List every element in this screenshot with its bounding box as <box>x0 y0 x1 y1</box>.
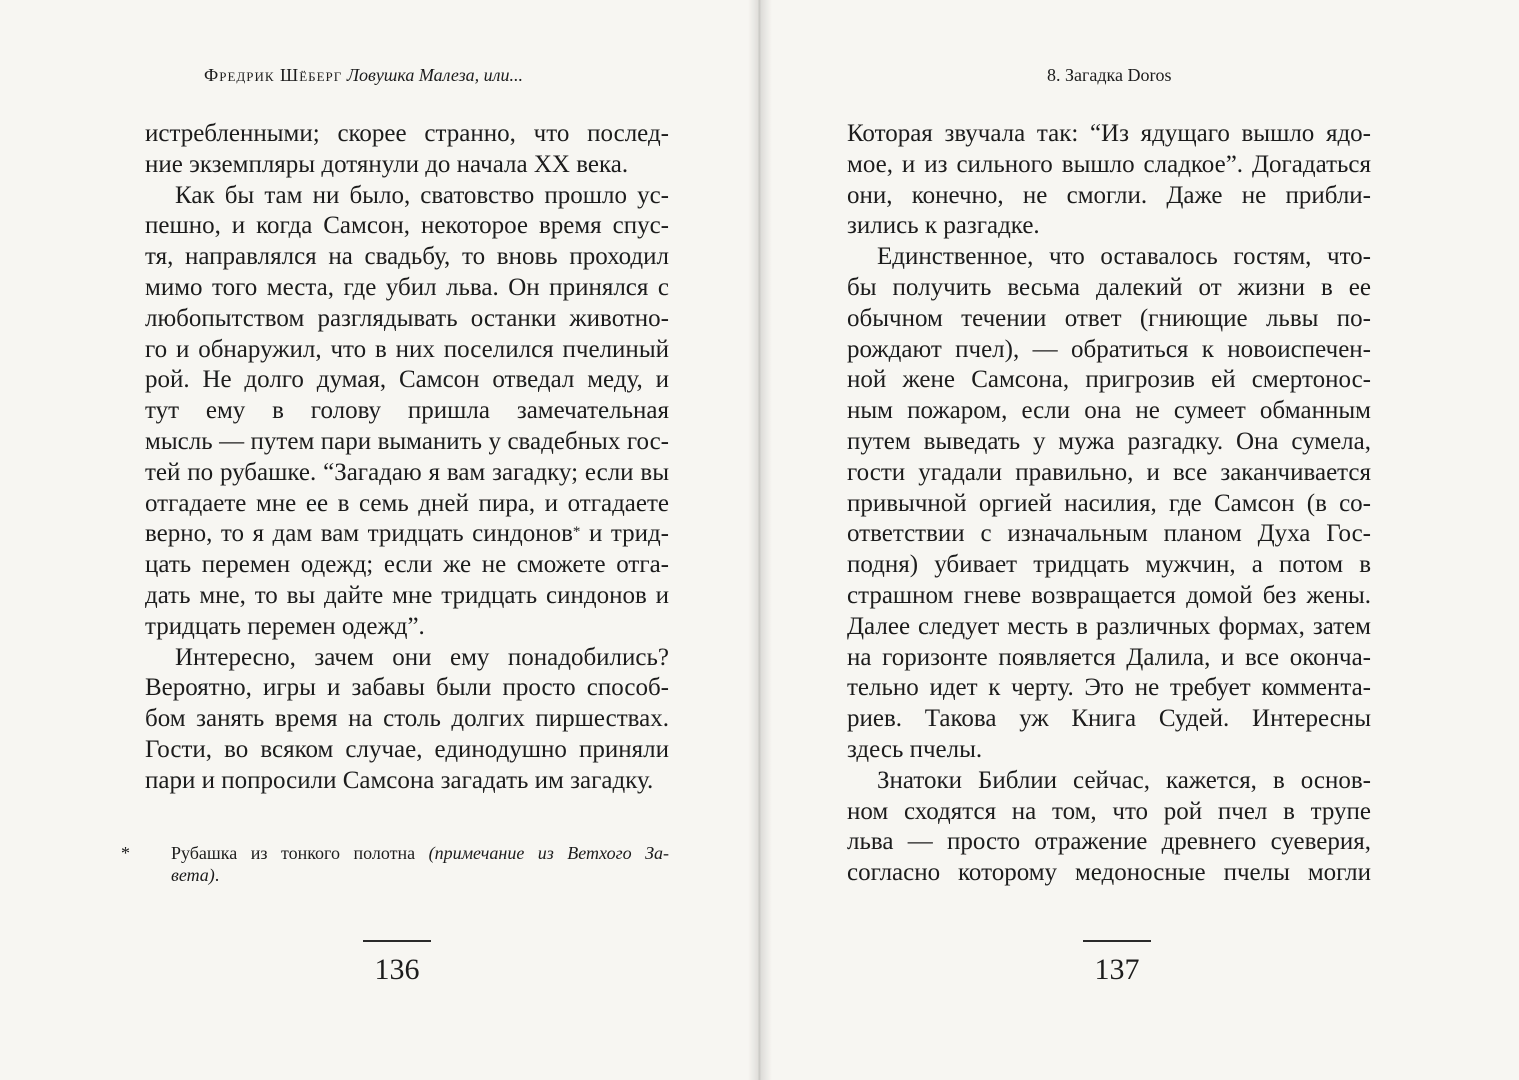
text-line: любопытством разглядывать останки животно- <box>145 304 669 332</box>
text-line: риев. Такова уж Книга Судей. Интересны <box>847 705 1371 733</box>
footnote <box>121 842 669 886</box>
text-line: зились к разгадке. <box>847 212 1040 240</box>
text-line: го и обнаружил, что в них поселился пчелиный <box>145 335 669 363</box>
text-line: Единственное, что оставалось гостям, что- <box>877 243 1371 271</box>
text-line: мысль — путем пари выманить у свадебных гос- <box>145 427 669 455</box>
text-line: здесь пчелы. <box>847 735 983 763</box>
footnote-mark: * <box>121 843 130 863</box>
text-line: привычной оргией насилия, где Самсон (в со- <box>847 489 1371 517</box>
text-line: страшном гневе возвращается домой без жены. <box>847 581 1371 609</box>
text-line: льва — просто отражение древнего суеверия, <box>847 828 1371 856</box>
text-line: подня) убивает тридцать мужчин, а потом в <box>847 551 1371 579</box>
text-line: тут ему в голову пришла замечательная <box>145 397 669 425</box>
text-line: Далее следует месть в различных формах, затем <box>847 612 1371 640</box>
text-line: ние экземпляры дотянули до начала XX века. <box>145 150 629 178</box>
footnote-line <box>171 864 669 886</box>
text-line: отгадаете мне ее в семь дней пира, и отгадаете <box>145 489 669 517</box>
text-line: гости угадали правильно, и все заканчивается <box>847 458 1371 486</box>
text-fragment: и трид- <box>588 520 669 548</box>
text-line: Интересно, зачем они ему понадобились? <box>175 643 669 671</box>
text-line: Как бы там ни было, сватовство прошло ус- <box>175 181 669 209</box>
running-head-book-title: Ловушка Малеза, или... <box>346 65 524 85</box>
text-line: ном сходятся на том, что рой пчел в трупе <box>847 797 1371 825</box>
text-line: ной жене Самсона, пригрозив ей смертонос- <box>847 366 1371 394</box>
page-number-rule <box>1083 940 1151 942</box>
text-line: Гости, во всяком случае, единодушно приняли <box>145 735 669 763</box>
right-page <box>760 0 1519 1080</box>
running-head-author: Фредрик Шёберг <box>204 65 343 85</box>
text-line: Вероятно, игры и забавы были просто способ- <box>145 674 669 702</box>
text-line: ответствии с изначальным планом Духа Гос- <box>847 520 1371 548</box>
book-gutter-shadow <box>748 0 772 1080</box>
text-line-with-footnote <box>145 519 669 550</box>
footnote-italic-text: (примечание из Ветхого За- <box>428 843 669 863</box>
left-body-text <box>145 119 669 797</box>
page-number: 137 <box>1094 953 1140 986</box>
page-number: 136 <box>374 953 420 986</box>
text-line: обычном течении ответ (гниющие львы по- <box>847 304 1371 332</box>
footnote-reference[interactable]: * <box>572 524 581 541</box>
text-line: тридцать перемен одежд”. <box>145 612 425 640</box>
text-fragment: верно, то я дам вам тридцать синдонов <box>145 520 573 548</box>
text-line: пари и попросили Самсона загадать им загадку. <box>145 766 654 794</box>
right-body-text <box>847 119 1371 889</box>
text-line: бы получить весьма далекий от жизни в ее <box>847 273 1371 301</box>
footnote-line <box>171 842 669 864</box>
text-line: тей по рубашке. “Загадаю я вам загадку; если вы <box>145 458 669 486</box>
text-line: бом занять время на столь долгих пиршествах. <box>145 705 669 733</box>
page-number-rule <box>363 940 431 942</box>
footnote-end: . <box>214 865 220 885</box>
footnote-text: Рубашка из тонкого полотна <box>171 843 416 863</box>
text-line: рождают пчел), — обратиться к новоиспечен- <box>847 335 1371 363</box>
left-page <box>0 0 758 1080</box>
text-line: путем выведать у мужа разгадку. Она сумела, <box>847 427 1371 455</box>
text-line: мимо того места, где убил льва. Он принялся с <box>145 273 669 301</box>
left-running-head <box>204 64 523 86</box>
text-line: тя, направлялся на свадьбу, то вновь проходил <box>145 243 669 271</box>
text-line: дать мне, то вы дайте мне тридцать синдонов и <box>145 581 669 609</box>
text-line: они, конечно, не смогли. Даже не прибли- <box>847 181 1371 209</box>
text-line: согласно которому медоносные пчелы могли <box>847 859 1371 887</box>
right-running-head: 8. Загадка Doros <box>1047 65 1172 85</box>
text-line: на горизонте появляется Далила, и все оконча- <box>847 643 1371 671</box>
text-line: тельно идет к черту. Это не требует коммента- <box>847 674 1371 702</box>
text-line: Знатоки Библии сейчас, кажется, в основ- <box>877 766 1371 794</box>
text-line: ным пожаром, если она не сумеет обманным <box>847 397 1371 425</box>
text-line: рой. Не долго думая, Самсон отведал меду, и <box>145 366 669 394</box>
text-line: мое, и из сильного вышло сладкое”. Догадаться <box>847 150 1371 178</box>
text-line: Которая звучала так: “Из ядущаго вышло ядо- <box>847 120 1371 147</box>
text-line: пешно, и когда Самсон, некоторое время спус- <box>145 212 669 240</box>
footnote-italic-text: вета) <box>171 865 215 885</box>
text-line: цать перемен одежд; если же не сможете отга- <box>145 551 669 579</box>
text-line: истребленными; скорее странно, что послед- <box>145 120 669 147</box>
